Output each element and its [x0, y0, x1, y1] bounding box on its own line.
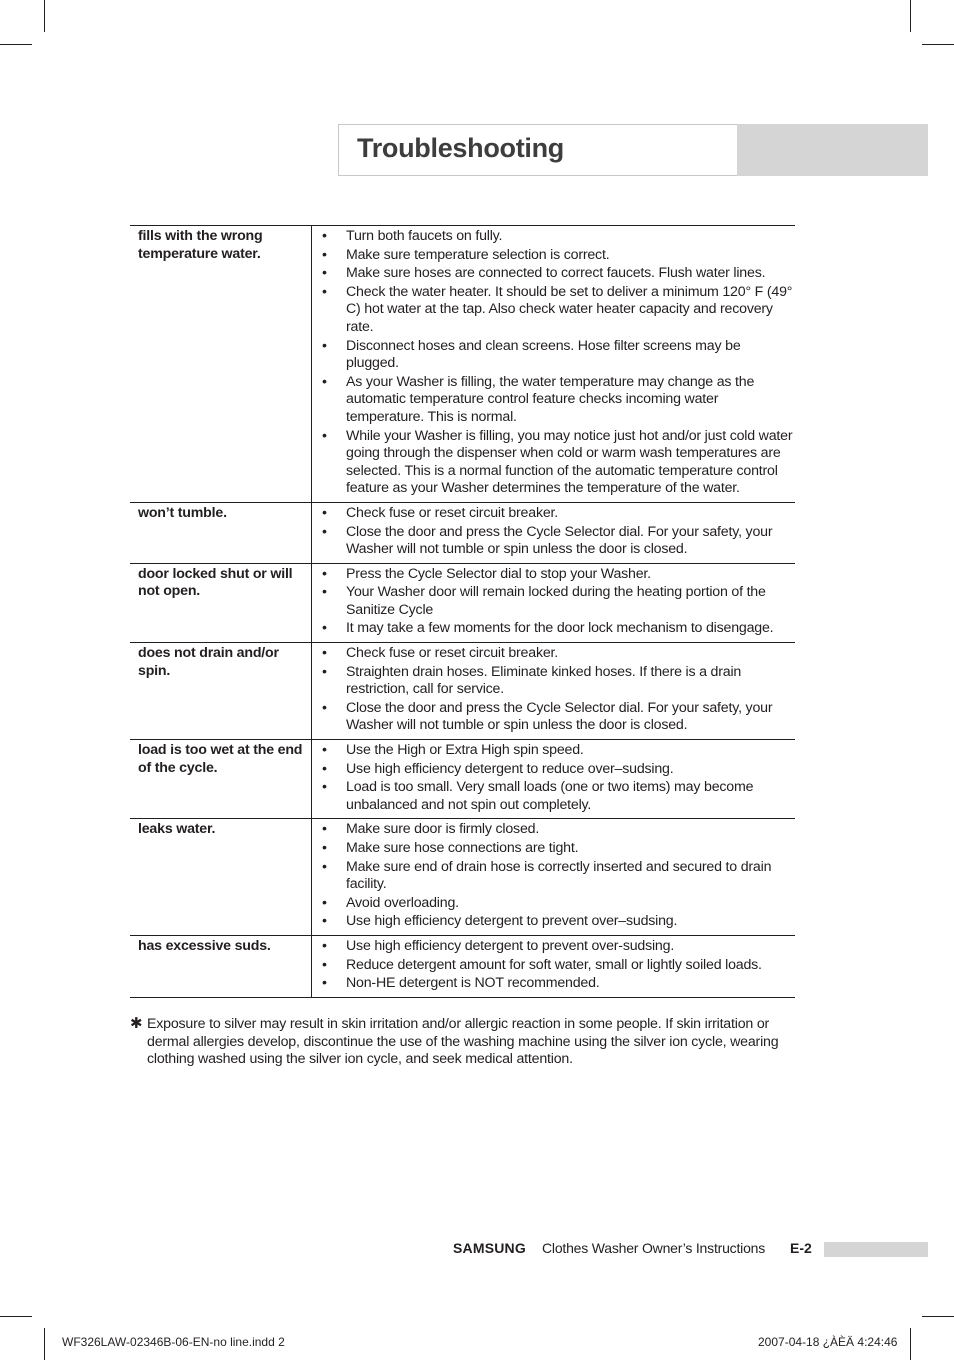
list-item [322, 975, 795, 993]
title-decoration-bar [737, 124, 928, 176]
solution-text: Turn both faucets on fully. [346, 228, 503, 244]
table-row [130, 643, 795, 740]
list-item [322, 700, 795, 735]
safety-note [130, 1016, 795, 1069]
solution-text: Your Washer door will remain locked during the heating portion of the Sanitize Cycle [346, 584, 766, 618]
crop-mark [44, 0, 45, 32]
solution-text: Close the door and press the Cycle Selector dial. For your safety, your Washer will not tumble or spin unless the door is closed. [346, 699, 773, 734]
table-row [130, 740, 795, 819]
bullet-icon: • [322, 265, 327, 282]
table-row [130, 226, 795, 503]
list-item [322, 584, 795, 619]
list-item [322, 645, 795, 663]
print-slug-timestamp: 2007-04-18 ¿ÀÈÄ 4:24:46 [758, 1335, 898, 1349]
bullet-icon: • [322, 620, 327, 637]
footer-manual-title: Clothes Washer Owner’s Instructions [542, 1240, 766, 1256]
table-row [130, 935, 795, 997]
list-item [322, 284, 795, 337]
list-item [322, 265, 795, 283]
solution-list [322, 505, 795, 559]
list-item [322, 664, 795, 699]
solution-text: Straighten drain hoses. Eliminate kinked hoses. If there is a drain restriction, call for service. [346, 663, 742, 698]
bullet-icon: • [322, 584, 327, 601]
solution-list [322, 566, 795, 638]
bullet-icon: • [322, 894, 327, 911]
troubleshooting-table [130, 225, 795, 998]
list-item [322, 566, 795, 584]
solution-text: As your Washer is filling, the water temperature may change as the automatic temperature control feature checks incoming water temperature. This is normal. [346, 373, 755, 425]
bullet-icon: • [322, 246, 327, 263]
print-slug-file: WF326LAW-02346B-06-EN-no line.indd 2 [62, 1335, 285, 1349]
list-item [322, 895, 795, 913]
bullet-icon: • [322, 956, 327, 973]
solution-text: Use the High or Extra High spin speed. [346, 742, 584, 759]
table-row [130, 563, 795, 642]
solution-text: Check the water heater. It should be set to deliver a minimum 120° F (49° C) hot water at the tap. Also check water heater capacity and recovery rate. [346, 283, 793, 335]
solution-list [322, 821, 795, 931]
table-row [130, 502, 795, 563]
table-row [130, 819, 795, 936]
solution-cell [312, 643, 796, 740]
list-item [322, 228, 795, 246]
bullet-icon: • [322, 663, 327, 680]
page-number: E-2 [790, 1240, 812, 1256]
footer-decoration-bar [824, 1242, 928, 1257]
solution-text: Close the door and press the Cycle Selector dial. For your safety, your Washer will not tumble or spin unless the door is closed. [346, 523, 773, 558]
list-item [322, 938, 795, 956]
bullet-icon: • [322, 645, 327, 662]
solution-text: Check fuse or reset circuit breaker. [346, 645, 559, 662]
list-item [322, 505, 795, 523]
solution-list [322, 645, 795, 735]
page-title-box [338, 124, 738, 176]
list-item [322, 247, 795, 265]
solution-text: Press the Cycle Selector dial to stop your Washer. [346, 565, 651, 582]
bullet-icon: • [322, 523, 327, 540]
problem-cell: fills with the wrong temperature water. [130, 226, 312, 503]
list-item [322, 761, 795, 779]
solution-text: Make sure door is firmly closed. [346, 821, 540, 838]
list-item [322, 859, 795, 894]
list-item [322, 779, 795, 814]
solution-text: Use high efficiency detergent to prevent over-sudsing. [346, 937, 675, 954]
bullet-icon: • [322, 858, 327, 875]
bullet-icon: • [322, 975, 327, 992]
problem-cell: load is too wet at the end of the cycle. [130, 740, 312, 819]
crop-mark [910, 0, 911, 32]
solution-cell [312, 502, 796, 563]
crop-mark [922, 1316, 954, 1317]
bullet-icon: • [322, 228, 327, 244]
solution-text: It may take a few moments for the door lock mechanism to disengage. [346, 620, 774, 637]
crop-mark [0, 44, 32, 45]
bullet-icon: • [322, 565, 327, 582]
bullet-icon: • [322, 373, 327, 390]
bullet-icon: • [322, 337, 327, 354]
solution-text: Make sure end of drain hose is correctly inserted and secured to drain facility. [346, 858, 772, 893]
list-item [322, 913, 795, 931]
bullet-icon: • [322, 840, 327, 856]
page-title: Troubleshooting [357, 133, 564, 163]
list-item [322, 428, 795, 498]
solution-list [322, 742, 795, 814]
solution-text: Avoid overloading. [346, 894, 459, 911]
bullet-icon: • [322, 913, 327, 930]
bullet-icon: • [322, 427, 327, 444]
list-item [322, 620, 795, 638]
safety-note-text: Exposure to silver may result in skin irritation and/or allergic reaction in some people. If skin irritation or dermal allergies develop, discontinue the use of the washing machine using the silver ion cycle, wearing clothing washed using the silver ion cycle, and seek medical attention. [147, 1016, 779, 1068]
solution-text: Make sure hoses are connected to correct faucets. Flush water lines. [346, 265, 766, 282]
problem-cell: does not drain and/or spin. [130, 643, 312, 740]
solution-text: Reduce detergent amount for soft water, small or lightly soiled loads. [346, 956, 762, 973]
solution-cell [312, 819, 796, 936]
problem-cell: has excessive suds. [130, 935, 312, 997]
asterisk-icon: ✱ [130, 1015, 143, 1032]
bullet-icon: • [322, 283, 327, 300]
crop-mark [0, 1316, 32, 1317]
crop-mark [910, 1328, 911, 1360]
crop-mark [44, 1328, 45, 1360]
problem-cell: won’t tumble. [130, 502, 312, 563]
solution-text: Use high efficiency detergent to prevent over–sudsing. [346, 913, 678, 930]
list-item [322, 338, 795, 373]
bullet-icon: • [322, 760, 327, 777]
solution-text: Make sure temperature selection is correct. [346, 246, 610, 263]
bullet-icon: • [322, 821, 327, 838]
solution-text: Load is too small. Very small loads (one or two items) may become unbalanced and not spin out completely. [346, 779, 754, 813]
solution-cell [312, 740, 796, 819]
footer-brand: SAMSUNG [453, 1240, 526, 1256]
bullet-icon: • [322, 937, 327, 954]
solution-list [322, 938, 795, 993]
list-item [322, 742, 795, 760]
list-item [322, 957, 795, 975]
solution-cell [312, 935, 796, 997]
problem-cell: leaks water. [130, 819, 312, 936]
problem-cell: door locked shut or will not open. [130, 563, 312, 642]
solution-text: Make sure hose connections are tight. [346, 840, 579, 856]
list-item [322, 840, 795, 858]
bullet-icon: • [322, 504, 327, 521]
list-item [322, 821, 795, 839]
bullet-icon: • [322, 779, 327, 796]
bullet-icon: • [322, 742, 327, 759]
bullet-icon: • [322, 699, 327, 716]
solution-text: Disconnect hoses and clean screens. Hose filter screens may be plugged. [346, 337, 741, 372]
list-item [322, 374, 795, 427]
solution-cell [312, 226, 796, 503]
list-item [322, 524, 795, 559]
solution-list [322, 228, 795, 498]
solution-cell [312, 563, 796, 642]
solution-text: While your Washer is filling, you may notice just hot and/or just cold water going through the dispenser when cold or warm wash temperatures are selected. This is a normal function of the automatic temperature control feature as your Washer determines the temperature of the water. [346, 427, 793, 497]
solution-text: Non-HE detergent is NOT recommended. [346, 975, 600, 992]
solution-text: Use high efficiency detergent to reduce over–sudsing. [346, 760, 674, 777]
solution-text: Check fuse or reset circuit breaker. [346, 504, 559, 521]
crop-mark [922, 44, 954, 45]
